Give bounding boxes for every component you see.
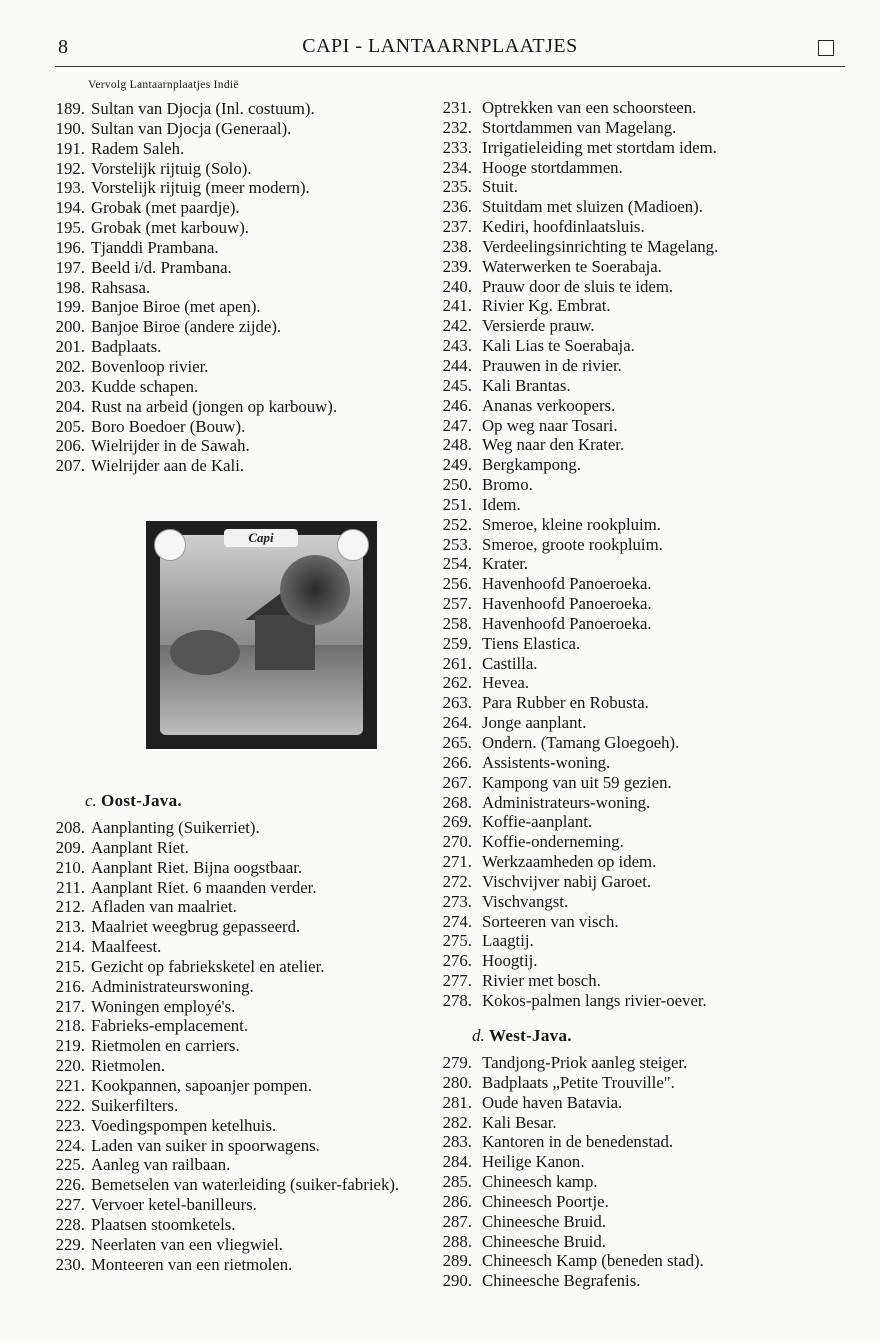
item-number: 250. <box>442 475 472 495</box>
list-item <box>0 257 718 277</box>
item-number: 246. <box>442 395 472 415</box>
item-number: 252. <box>442 514 472 534</box>
item-number: 190. <box>55 118 85 138</box>
item-number: 211. <box>56 877 85 897</box>
item-text: Neerlaten van een vliegwiel. <box>91 1234 283 1254</box>
item-number: 256. <box>442 574 472 594</box>
list-right-1 <box>0 98 718 1011</box>
item-text: Vischvijver nabij Garoet. <box>482 871 652 891</box>
item-text: Ondern. (Tamang Gloegoeh). <box>482 733 680 752</box>
item-text: Prauwen in de rivier. <box>482 355 622 375</box>
item-number: 218. <box>55 1016 85 1036</box>
item-text: Monteeren van een rietmolen. <box>91 1254 293 1274</box>
item-text: Koffie-aanplant. <box>482 812 593 832</box>
list-item <box>0 713 718 733</box>
item-text: Afladen van maalriet. <box>91 897 237 917</box>
item-text: Voedingspompen ketelhuis. <box>91 1115 277 1135</box>
item-text: Tandjong-Priok aanleg steiger. <box>482 1053 688 1072</box>
item-text: Wielrijder aan de Kali. <box>91 456 245 476</box>
section-title: Oost-Java. <box>101 791 182 810</box>
item-text: Wielrijder in de Sawah. <box>91 436 250 456</box>
list-item <box>0 158 718 178</box>
item-text: Smeroe, groote rookpluim. <box>482 534 663 554</box>
list-item <box>0 793 718 813</box>
item-number: 202. <box>55 356 85 376</box>
item-text: Krater. <box>482 554 529 574</box>
list-item <box>0 1073 704 1093</box>
item-text: Koffie-onderneming. <box>482 832 624 852</box>
item-text: Badplaats „Petite Trouville". <box>482 1072 675 1092</box>
item-number: 232. <box>442 117 472 137</box>
item-number: 266. <box>442 752 472 772</box>
item-number: 279. <box>442 1053 472 1072</box>
item-number: 205. <box>55 416 85 436</box>
item-number: 239. <box>442 256 472 276</box>
item-number: 206. <box>55 436 85 456</box>
list-item <box>0 376 718 396</box>
section-letter: d. <box>472 1026 485 1045</box>
item-number: 217. <box>55 996 85 1016</box>
item-number: 276. <box>442 951 472 971</box>
item-text: Banjoe Biroe (met apen). <box>91 297 261 317</box>
list-item <box>0 614 718 634</box>
item-text: Verdeelingsinrichting te Magelang. <box>482 236 719 256</box>
item-number: 269. <box>442 812 472 832</box>
item-text: Chineesche Bruid. <box>482 1211 606 1231</box>
item-text: Havenhoofd Panoeroeka. <box>482 574 652 594</box>
item-text: Beeld i/d. Prambana. <box>91 257 232 277</box>
item-text: Chineesche Begrafenis. <box>482 1271 641 1291</box>
item-number: 223. <box>55 1115 85 1135</box>
item-number: 251. <box>442 494 472 514</box>
item-number: 249. <box>442 455 472 475</box>
item-number: 228. <box>55 1214 85 1234</box>
list-item <box>0 872 718 892</box>
item-number: 234. <box>442 157 472 177</box>
item-number: 210. <box>55 857 85 877</box>
header-rule <box>55 66 845 67</box>
section-letter: c. <box>85 791 97 810</box>
item-number: 273. <box>442 891 472 911</box>
item-number: 213. <box>55 917 85 937</box>
item-text: Aanleg van railbaan. <box>91 1155 231 1175</box>
item-number: 245. <box>442 375 472 395</box>
list-item <box>0 574 718 594</box>
item-number: 215. <box>55 956 85 976</box>
item-number: 204. <box>55 396 85 416</box>
item-number: 194. <box>55 198 85 218</box>
item-text: Rivier Kg. Embrat. <box>482 296 611 316</box>
checkbox-icon <box>818 40 834 56</box>
item-number: 282. <box>442 1112 472 1132</box>
item-text: Kali Brantas. <box>482 375 571 395</box>
list-item <box>0 673 718 693</box>
item-text: Stuitdam met sluizen (Madioen). <box>482 197 703 217</box>
item-number: 208. <box>55 818 85 837</box>
item-text: Chineesch Poortje. <box>482 1191 609 1211</box>
item-text: Idem. <box>482 494 521 514</box>
list-item <box>0 753 718 773</box>
item-number: 259. <box>442 633 472 653</box>
list-item <box>0 654 718 674</box>
list-item <box>0 277 718 297</box>
item-number: 264. <box>442 713 472 733</box>
item-number: 199. <box>55 297 85 317</box>
list-item <box>0 912 718 932</box>
item-number: 288. <box>442 1231 472 1251</box>
list-item <box>0 356 718 376</box>
item-text: Hevea. <box>482 673 530 693</box>
item-number: 220. <box>55 1056 85 1076</box>
item-number: 248. <box>442 435 472 455</box>
item-text: Bromo. <box>482 475 533 495</box>
item-number: 281. <box>442 1092 472 1112</box>
item-text: Laagtij. <box>482 931 534 951</box>
list-item <box>0 455 718 475</box>
item-number: 277. <box>442 971 472 991</box>
item-number: 242. <box>442 316 472 336</box>
item-number: 233. <box>442 137 472 157</box>
list-item <box>0 892 718 912</box>
item-number: 284. <box>442 1152 472 1172</box>
item-number: 198. <box>55 277 85 297</box>
list-item <box>0 396 718 416</box>
list-item <box>0 515 718 535</box>
item-text: Badplaats. <box>91 337 162 357</box>
item-number: 258. <box>442 613 472 633</box>
item-text: Vervoer ketel-banilleurs. <box>91 1195 257 1215</box>
item-number: 221. <box>55 1075 85 1095</box>
list-item <box>0 594 718 614</box>
item-text: Versierde prauw. <box>482 316 595 336</box>
list-item <box>0 1172 704 1192</box>
item-text: Op weg naar Tosari. <box>482 415 618 435</box>
list-item <box>0 554 718 574</box>
list-item <box>0 336 718 356</box>
list-item <box>0 475 718 495</box>
item-text: Aanplant Riet. 6 maanden verder. <box>91 877 317 897</box>
item-number: 270. <box>442 832 472 852</box>
list-item <box>0 1271 704 1291</box>
item-text: Castilla. <box>482 653 538 673</box>
slide-label: Capi <box>224 529 298 547</box>
list-item <box>0 832 718 852</box>
item-number: 274. <box>442 911 472 931</box>
list-item <box>0 316 718 336</box>
item-text: Kokos-palmen langs rivier-oever. <box>482 990 707 1010</box>
list-item <box>0 138 718 158</box>
item-text: Radem Saleh. <box>91 138 185 158</box>
item-text: Werkzaamheden op idem. <box>482 852 657 872</box>
list-item <box>0 991 718 1011</box>
item-text: Prauw door de sluis te idem. <box>482 276 674 296</box>
item-number: 235. <box>442 177 472 197</box>
item-number: 197. <box>55 257 85 277</box>
page-title: CAPI - LANTAARNPLAATJES <box>302 35 578 57</box>
list-item <box>0 495 718 515</box>
item-text: Rivier met bosch. <box>482 971 601 991</box>
item-text: Jonge aanplant. <box>482 713 587 733</box>
item-number: 227. <box>55 1195 85 1215</box>
item-number: 189. <box>55 99 85 118</box>
section-title: West-Java. <box>489 1026 572 1045</box>
item-number: 236. <box>442 197 472 217</box>
item-number: 241. <box>442 296 472 316</box>
item-text: Gezicht op fabrieksketel en atelier. <box>91 956 325 976</box>
item-text: Para Rubber en Robusta. <box>482 693 649 713</box>
item-text: Rietmolen. <box>91 1056 166 1076</box>
item-text: Administrateurs-woning. <box>482 792 651 812</box>
item-text: Suikerfilters. <box>91 1095 179 1115</box>
list-item <box>0 693 718 713</box>
list-right-2 <box>0 1053 704 1291</box>
item-number: 230. <box>55 1254 85 1274</box>
list-item <box>0 1212 704 1232</box>
item-text: Ananas verkoopers. <box>482 395 616 415</box>
item-number: 209. <box>55 837 85 857</box>
list-item <box>0 296 718 316</box>
item-number: 280. <box>442 1072 472 1092</box>
item-text: Havenhoofd Panoeroeka. <box>482 613 652 633</box>
item-text: Kookpannen, sapoanjer pompen. <box>91 1075 312 1095</box>
item-text: Hoogtij. <box>482 951 538 971</box>
list-item <box>0 1251 704 1271</box>
item-text: Aanplanting (Suikerriet). <box>91 818 260 837</box>
subheading: Vervolg Lantaarnplaatjes Indië <box>88 79 239 91</box>
item-number: 222. <box>55 1095 85 1115</box>
item-number: 237. <box>442 217 472 237</box>
list-item <box>0 177 718 197</box>
item-number: 200. <box>55 317 85 337</box>
item-number: 214. <box>55 937 85 957</box>
item-text: Irrigatieleiding met stortdam idem. <box>482 137 717 157</box>
item-text: Vorstelijk rijtuig (Solo). <box>91 158 252 178</box>
item-number: 216. <box>55 976 85 996</box>
list-item <box>0 1192 704 1212</box>
item-text: Chineesch kamp. <box>482 1172 598 1192</box>
item-number: 261. <box>442 653 472 673</box>
item-number: 238. <box>442 236 472 256</box>
item-number: 243. <box>442 336 472 356</box>
item-text: Tjanddi Prambana. <box>91 237 219 257</box>
item-text: Rahsasa. <box>91 277 151 297</box>
item-number: 290. <box>442 1271 472 1291</box>
item-text: Stortdammen van Magelang. <box>482 117 677 137</box>
item-number: 229. <box>55 1234 85 1254</box>
list-item <box>0 1016 421 1036</box>
item-text: Grobak (met paardje). <box>91 198 240 218</box>
item-number: 289. <box>442 1251 472 1271</box>
item-number: 254. <box>442 554 472 574</box>
item-text: Aanplant Riet. <box>91 837 189 857</box>
item-number: 253. <box>442 534 472 554</box>
item-number: 285. <box>442 1172 472 1192</box>
item-text: Maalriet weegbrug gepasseerd. <box>91 917 301 937</box>
item-number: 192. <box>55 158 85 178</box>
item-text: Rust na arbeid (jongen op karbouw). <box>91 396 338 416</box>
item-number: 286. <box>442 1191 472 1211</box>
item-text: Waterwerken te Soerabaja. <box>482 256 662 276</box>
list-item <box>0 971 718 991</box>
item-number: 207. <box>55 456 85 476</box>
list-item <box>0 1232 704 1252</box>
item-number: 275. <box>442 931 472 951</box>
item-text: Maalfeest. <box>91 937 162 957</box>
list-item <box>0 812 718 832</box>
item-text: Optrekken van een schoorsteen. <box>482 98 697 117</box>
list-item <box>0 197 718 217</box>
list-item <box>0 1053 704 1073</box>
item-text: Sultan van Djocja (Generaal). <box>91 118 292 138</box>
list-item <box>0 435 718 455</box>
item-text: Stuit. <box>482 177 518 197</box>
list-item <box>0 118 718 138</box>
item-text: Kudde schapen. <box>91 376 199 396</box>
item-text: Chineesche Bruid. <box>482 1231 606 1251</box>
list-item <box>0 237 718 257</box>
list-item <box>0 951 718 971</box>
item-text: Hooge stortdammen. <box>482 157 623 177</box>
item-text: Administrateurswoning. <box>91 976 254 996</box>
item-text: Bovenloop rivier. <box>91 356 209 376</box>
item-number: 201. <box>55 337 85 357</box>
item-text: Chineesch Kamp (beneden stad). <box>482 1251 704 1271</box>
item-number: 257. <box>442 594 472 614</box>
item-number: 193. <box>55 178 85 198</box>
item-text: Banjoe Biroe (andere zijde). <box>91 317 282 337</box>
item-number: 267. <box>442 772 472 792</box>
list-item <box>0 733 718 753</box>
item-text: Kampong van uit 59 gezien. <box>482 772 672 792</box>
item-text: Sultan van Djocja (Inl. costuum). <box>91 99 315 118</box>
item-text: Boro Boedoer (Bouw). <box>91 416 246 436</box>
item-number: 196. <box>55 237 85 257</box>
item-number: 265. <box>442 733 472 752</box>
list-item <box>0 217 718 237</box>
item-number: 271. <box>442 852 472 872</box>
item-number: 287. <box>442 1211 472 1231</box>
item-text: Vorstelijk rijtuig (meer modern). <box>91 178 310 198</box>
list-item <box>0 773 718 793</box>
item-text: Bemetselen van waterleiding (suiker-fabriek). <box>91 1175 400 1195</box>
item-text: Laden van suiker in spoorwagens. <box>91 1135 320 1155</box>
item-text: Woningen employé's. <box>91 996 236 1016</box>
item-number: 195. <box>55 218 85 238</box>
list-item <box>0 931 718 951</box>
list-item <box>0 98 718 118</box>
list-item <box>0 1152 704 1172</box>
list-item <box>0 852 718 872</box>
item-text: Kantoren in de benedenstad. <box>482 1132 674 1152</box>
item-text: Rietmolen en carriers. <box>91 1036 240 1056</box>
item-number: 263. <box>442 693 472 713</box>
item-text: Kali Lias te Soerabaja. <box>482 336 635 356</box>
item-number: 203. <box>55 376 85 396</box>
item-number: 212. <box>55 897 85 917</box>
item-number: 247. <box>442 415 472 435</box>
list-item <box>0 416 718 436</box>
item-number: 231. <box>442 98 472 117</box>
item-text: Tiens Elastica. <box>482 633 581 653</box>
list-item <box>0 1093 704 1113</box>
list-item <box>0 1113 704 1133</box>
item-text: Vischvangst. <box>482 891 569 911</box>
item-text: Grobak (met karbouw). <box>91 218 249 238</box>
item-number: 191. <box>55 138 85 158</box>
item-number: 226. <box>55 1175 85 1195</box>
item-text: Plaatsen stoomketels. <box>91 1214 236 1234</box>
item-text: Havenhoofd Panoeroeka. <box>482 594 652 614</box>
item-text: Smeroe, kleine rookpluim. <box>482 514 661 534</box>
item-text: Fabrieks-emplacement. <box>91 1016 249 1036</box>
item-text: Weg naar den Krater. <box>482 435 625 455</box>
item-text: Sorteeren van visch. <box>482 911 619 931</box>
item-number: 240. <box>442 276 472 296</box>
item-text: Oude haven Batavia. <box>482 1092 623 1112</box>
list-item <box>0 634 718 654</box>
item-number: 244. <box>442 355 472 375</box>
page-number: 8 <box>58 36 68 58</box>
item-text: Bergkampong. <box>482 455 581 475</box>
item-text: Assistents-woning. <box>482 752 611 772</box>
item-number: 283. <box>442 1132 472 1152</box>
list-item <box>0 535 718 555</box>
item-number: 262. <box>442 673 472 693</box>
section-heading-west-java <box>472 1026 572 1046</box>
item-number: 224. <box>55 1135 85 1155</box>
item-text: Aanplant Riet. Bijna oogstbaar. <box>91 857 303 877</box>
item-number: 278. <box>442 990 472 1010</box>
item-number: 272. <box>442 871 472 891</box>
item-number: 225. <box>55 1155 85 1175</box>
item-text: Heilige Kanon. <box>482 1152 585 1172</box>
item-text: Kali Besar. <box>482 1112 557 1132</box>
list-item <box>0 1132 704 1152</box>
item-text: Kediri, hoofdinlaatsluis. <box>482 217 645 237</box>
item-number: 219. <box>55 1036 85 1056</box>
item-number: 268. <box>442 792 472 812</box>
